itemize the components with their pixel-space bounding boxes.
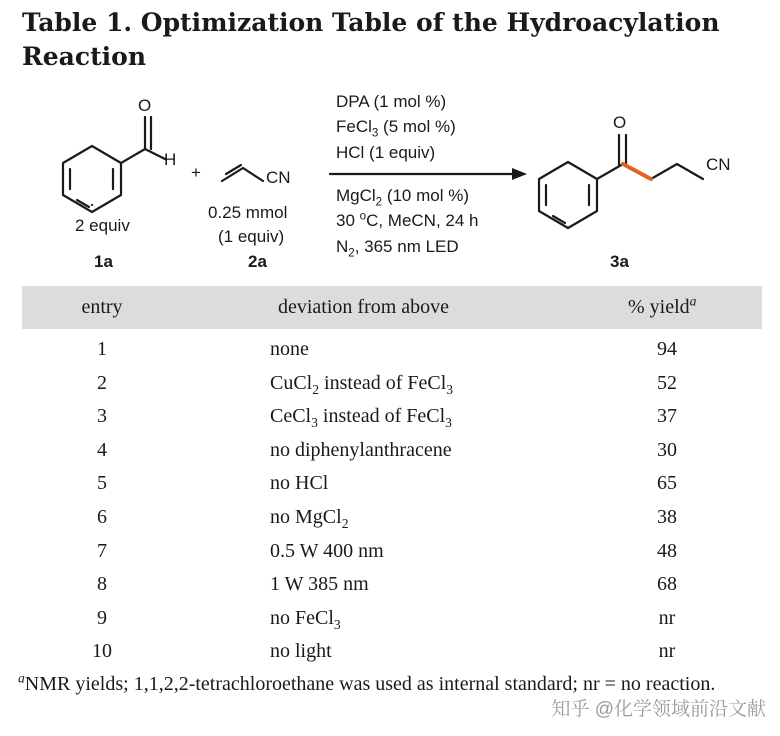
condition-temp-solvent: 30 $^o$C, MeCN, 24 h: [336, 210, 479, 230]
condition-fecl3: FeCl$_3$ (5 mol %): [336, 117, 456, 140]
reactant-1a-amount: 2 equiv: [75, 216, 130, 235]
entry-cell: 10: [92, 640, 112, 663]
deviation-cell: no light: [270, 640, 332, 663]
reactant-2a-equiv: (1 equiv): [218, 227, 285, 246]
condition-mgcl2: MgCl$_2$ (10 mol %): [336, 186, 470, 209]
yield-cell: 30: [657, 438, 677, 461]
yield-cell: 94: [657, 338, 677, 360]
entry-cell: 7: [97, 539, 107, 562]
deviation-cell: CuCl$_2$ instead of FeCl$_3$: [270, 371, 454, 397]
entry-cell: 4: [97, 438, 107, 461]
entry-cell: 9: [97, 606, 107, 629]
entry-cell: 8: [97, 573, 107, 596]
entry-cell: 3: [97, 405, 107, 428]
yield-cell: nr: [658, 606, 676, 629]
watermark: 知乎 @化学领域前沿文献: [551, 699, 766, 720]
yield-cell: 65: [657, 472, 677, 495]
entry-cell: 6: [97, 506, 107, 528]
compound-label-2a: 2a: [248, 252, 267, 271]
deviation-cell: CeCl$_3$ instead of FeCl$_3$: [270, 405, 452, 431]
acrylonitrile-cn: CN: [266, 168, 291, 187]
deviation-cell: no diphenylanthracene: [270, 438, 452, 461]
deviation-cell: none: [270, 338, 309, 360]
condition-atmosphere-light: $N_2$, 365 nm LED: [336, 237, 459, 260]
deviation-cell: 0.5 W 400 nm: [270, 539, 384, 562]
compound-label-3a: 3a: [610, 252, 629, 271]
yield-cell: 48: [657, 539, 677, 562]
condition-dpa: DPA (1 mol %): [336, 92, 447, 111]
entry-cell: 1: [97, 338, 107, 360]
arrow-head: [512, 168, 527, 180]
yield-cell: nr: [658, 640, 676, 663]
yield-cell: 37: [657, 405, 677, 428]
aldehyde-oxygen: O: [138, 96, 152, 115]
header-entry: entry: [81, 296, 123, 318]
header-deviation: deviation from above: [278, 296, 450, 318]
header-yield: % yield$^a$: [628, 293, 697, 318]
deviation-cell: no HCl: [270, 472, 329, 495]
condition-hcl: HCl (1 equiv): [336, 143, 436, 162]
entry-cell: 5: [97, 472, 107, 495]
reaction-scheme: [0, 80, 780, 285]
table-footnote: $^a$NMR yields; 1,1,2,2-tetrachloroethane was used as internal standard; nr = no reaction.: [18, 670, 716, 695]
product-cn: CN: [706, 155, 731, 174]
yield-cell: 52: [657, 371, 677, 394]
table-title: Table 1. Optimization Table of the Hydroacylation Reaction: [22, 8, 720, 71]
entry-cell: 2: [97, 371, 107, 394]
plus-sign: +: [191, 163, 201, 182]
compound-label-1a: 1a: [94, 252, 113, 271]
highlighted-bond: [623, 164, 651, 179]
deviation-cell: 1 W 385 nm: [270, 573, 369, 596]
product-oxygen: O: [613, 113, 627, 132]
aldehyde-hydrogen: H: [164, 150, 177, 169]
yield-cell: 38: [657, 506, 677, 528]
reactant-2a-amount: 0.25 mmol: [208, 203, 288, 222]
deviation-cell: no MgCl$_2$: [270, 506, 349, 531]
yield-cell: 68: [657, 573, 677, 596]
deviation-cell: no FeCl$_3$: [270, 606, 341, 632]
